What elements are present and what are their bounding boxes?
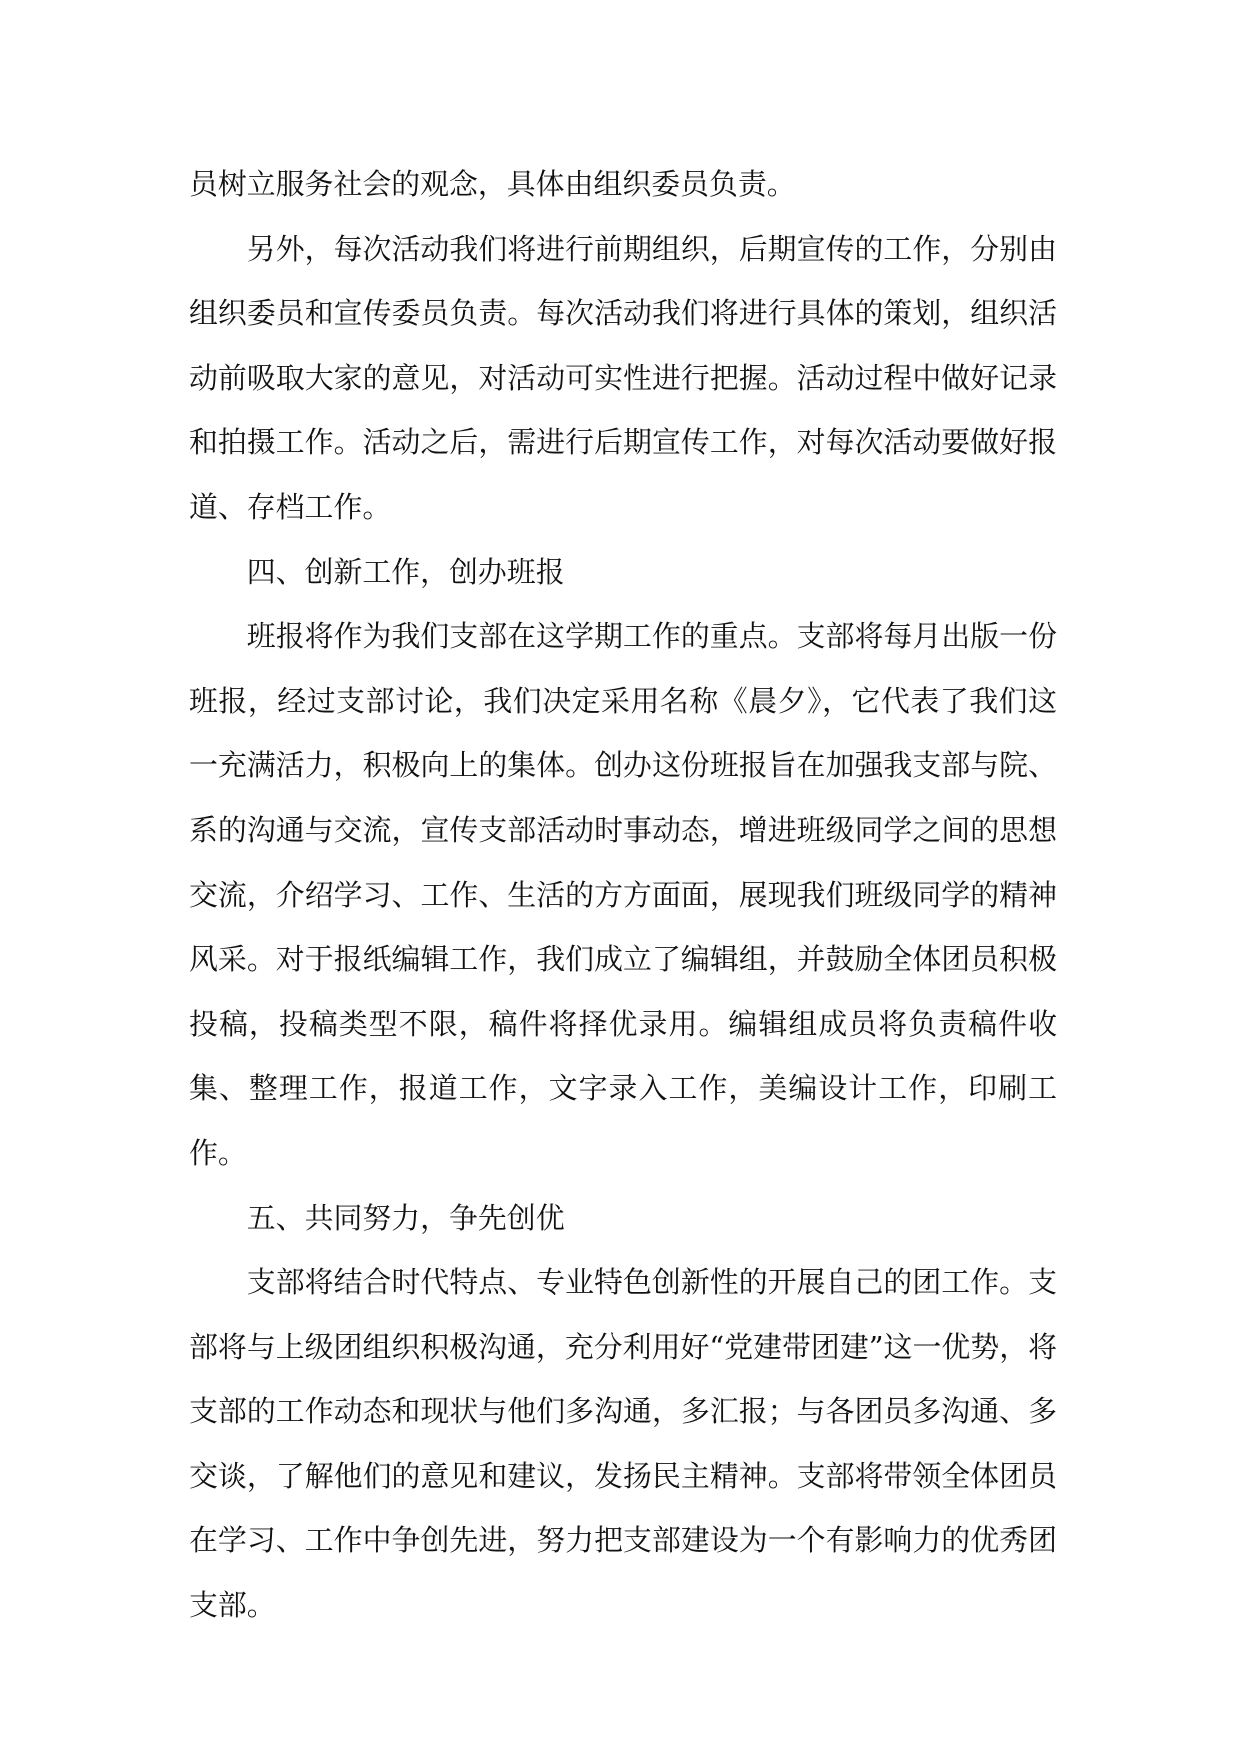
section-heading-four: 四、创新工作，创办班报 bbox=[246, 554, 565, 589]
paragraph-activity-organization: 另外，每次活动我们将进行前期组织，后期宣传的工作，分别由组织委员和宣传委员负责。每次活动我们将进行具体的策划，组织活动前吸取大家的意见，对活动可实性进行把握。活动过程中做好记录和拍摄工作。活动之后，需进行后期宣传工作，对每次活动要做好报道、存档工作。 bbox=[189, 231, 1057, 524]
section-heading-five: 五、共同努力，争先创优 bbox=[246, 1200, 565, 1235]
document-body bbox=[189, 152, 1057, 1638]
paragraph-joint-effort: 支部将结合时代特点、专业特色创新性的开展自己的团工作。支部将与上级团组织积极沟通，充分利用好“党建带团建”这一优势，将支部的工作动态和现状与他们多沟通，多汇报；与各团员多沟通、多交谈，了解他们的意见和建议，发扬民主精神。支部将带领全体团员在学习、工作中争创先进，努力把支部建设为一个有影响力的优秀团支部。 bbox=[189, 1265, 1057, 1623]
paragraph-class-newspaper: 班报将作为我们支部在这学期工作的重点。支部将每月出版一份班报，经过支部讨论，我们决定采用名称《晨夕》，它代表了我们这一充满活力，积极向上的集体。创办这份班报旨在加强我支部与院、系的沟通与交流，宣传支部活动时事动态，增进班级同学之间的思想交流，介绍学习、工作、生活的方方面面，展现我们班级同学的精神风采。对于报纸编辑工作，我们成立了编辑组，并鼓励全体团员积极投稿，投稿类型不限，稿件将择优录用。编辑组成员将负责稿件收集、整理工作，报道工作，文字录入工作，美编设计工作，印刷工作。 bbox=[189, 619, 1057, 1170]
paragraph-continued: 员树立服务社会的观念，具体由组织委员负责。 bbox=[189, 167, 796, 201]
